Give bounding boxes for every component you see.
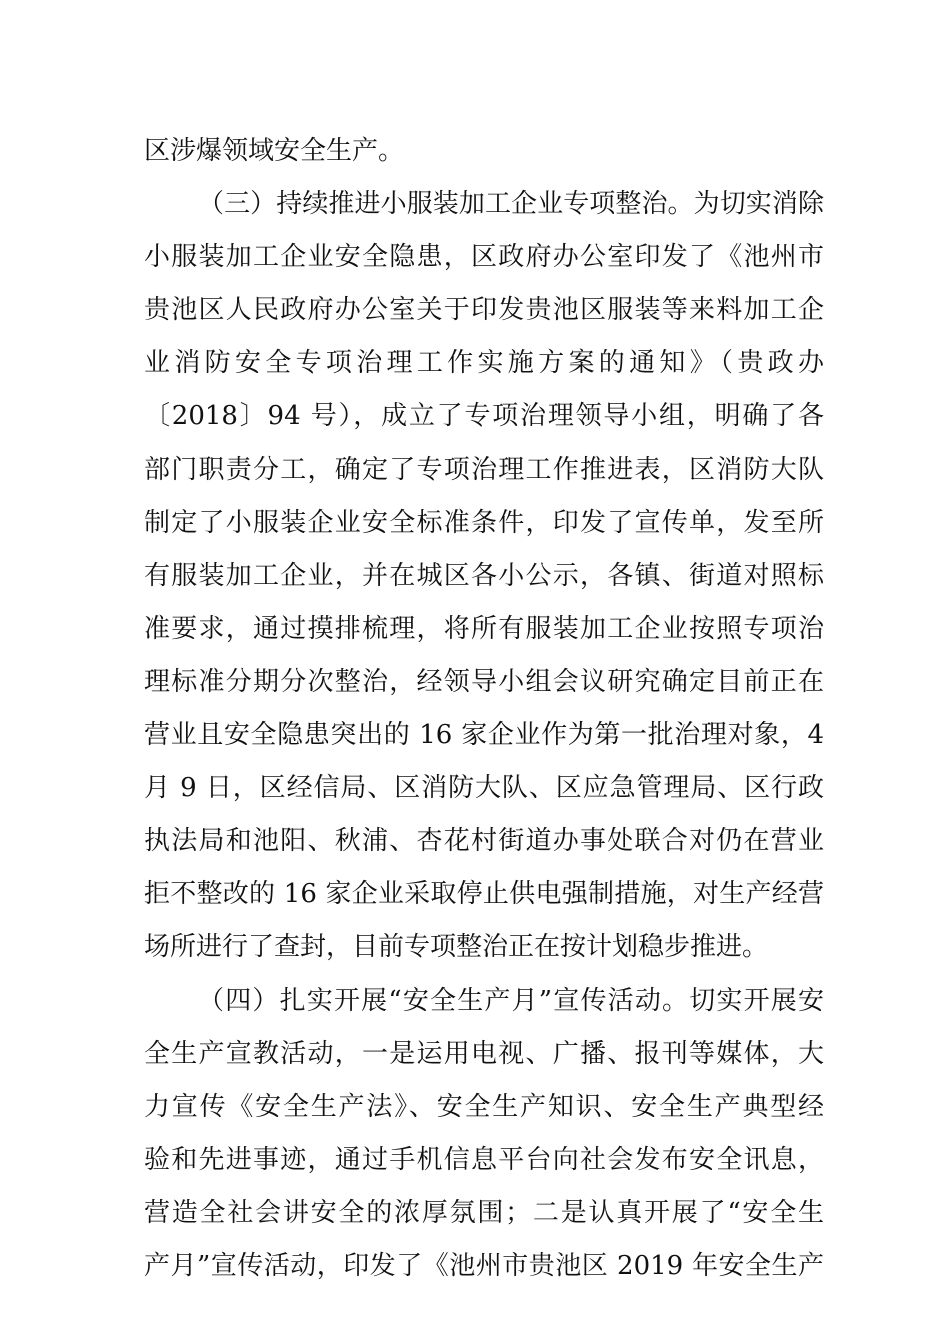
text-line: 执法局和池阳、秋浦、杏花村街道办事处联合对仍在营业 bbox=[144, 826, 824, 857]
text-line: 区涉爆领域安全生产。 bbox=[144, 136, 405, 166]
text-line: 准要求，通过摸排梳理，将所有服装加工企业按照专项治 bbox=[144, 613, 824, 644]
text-line: 〔2018〕94 号），成立了专项治理领导小组，明确了各 bbox=[144, 401, 824, 432]
text-line: 营业且安全隐患突出的 16 家企业作为第一批治理对象，4 bbox=[144, 720, 824, 751]
text-line: 全生产宣教活动，一是运用电视、广播、报刊等媒体，大 bbox=[144, 1038, 824, 1069]
text-line: 月 9 日，区经信局、区消防大队、区应急管理局、区行政 bbox=[144, 773, 824, 804]
text-line: 贵池区人民政府办公室关于印发贵池区服装等来料加工企 bbox=[144, 295, 824, 326]
text-line: 制定了小服装企业安全标准条件，印发了宣传单，发至所 bbox=[144, 507, 824, 538]
text-line: 场所进行了查封，目前专项整治正在按计划稳步推进。 bbox=[144, 932, 769, 963]
text-line: 拒不整改的 16 家企业采取停止供电强制措施，对生产经营 bbox=[144, 879, 824, 910]
text-line: 产月”宣传活动，印发了《池州市贵池区 2019 年安全生产 bbox=[144, 1250, 824, 1281]
text-line: 理标准分期分次整治，经领导小组会议研究确定目前正在 bbox=[144, 666, 824, 697]
text-line: 有服装加工企业，并在城区各小公示，各镇、街道对照标 bbox=[144, 560, 824, 591]
text-line: 力宣传《安全生产法》、安全生产知识、安全生产典型经 bbox=[144, 1091, 824, 1122]
text-line: 部门职责分工，确定了专项治理工作推进表，区消防大队 bbox=[144, 454, 824, 485]
text-line: 营造全社会讲安全的浓厚氛围；二是认真开展了“安全生 bbox=[144, 1197, 824, 1228]
document-body bbox=[144, 125, 824, 1293]
text-line: 业消防安全专项治理工作实施方案的通知》（贵政办 bbox=[144, 348, 824, 379]
text-line: 验和先进事迹，通过手机信息平台向社会发布安全讯息， bbox=[144, 1144, 824, 1175]
paragraph-4-heading-line: （四）扎实开展“安全生产月”宣传活动。切实开展安 bbox=[198, 985, 824, 1016]
text-line: 小服装加工企业安全隐患，区政府办公室印发了《池州市 bbox=[144, 242, 824, 273]
paragraph-3-heading-line: （三）持续推进小服装加工企业专项整治。为切实消除 bbox=[198, 189, 824, 220]
